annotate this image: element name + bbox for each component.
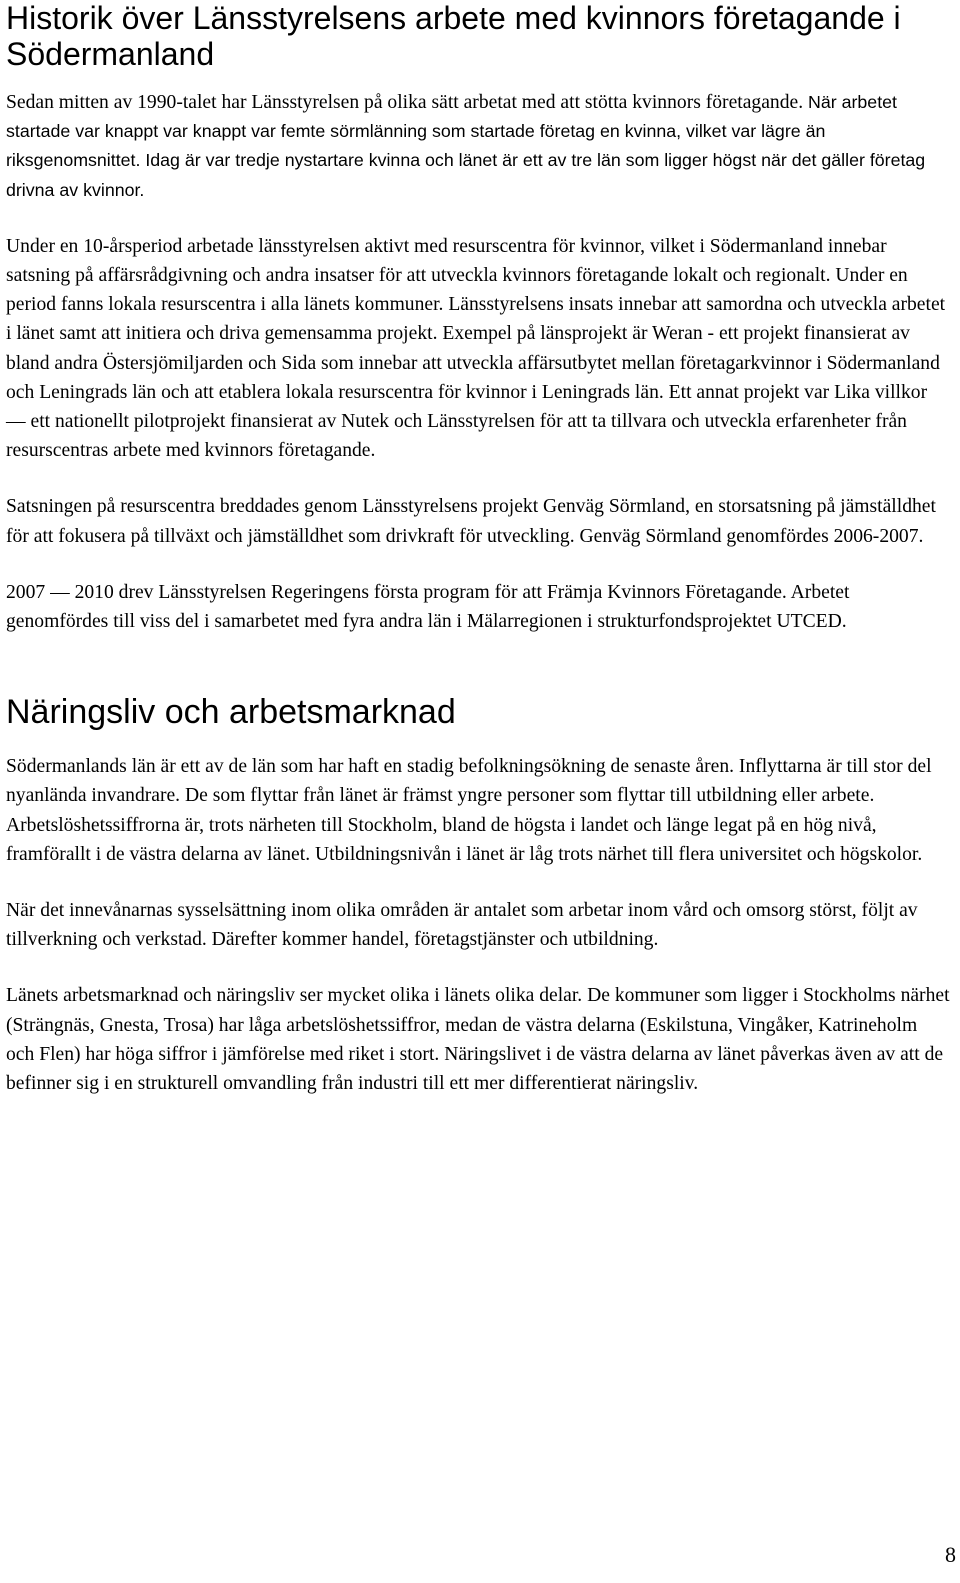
intro-text-sans: När arbetet startade var knappt var knappt var femte sörmlänning som startade företag en kvinna, vilket var lägre än riksgenomsnittet. Idag är var tredje nystartare kvinna och länet är ett av tre län som ligger högst när det gäller företag drivna av kvinnor. (6, 92, 926, 200)
section-title-naringsliv: Näringsliv och arbetsmarknad (6, 693, 456, 732)
section-title-history: Historik över Länsstyrelsens arbete med kvinnors företagande i Södermanland (6, 0, 901, 72)
document-page (6, 0, 950, 1125)
paragraph-befolkning: Södermanlands län är ett av de län som har haft en stadig befolkningsökning de senaste åren. Inflyttarna är till stor del nyanlända invandrare. De som flyttar från länet är främst yngre personer som flyttar till utbildning eller arbete. Arbetslöshetssiffrorna är, trots närheten till Stockholm, bland de högsta i landet och länge legat på en hög nivå, framförallt i de västra delarna av länet. Utbildningsnivån i länet är låg trots närhet till flera universitet och högskolor. (6, 756, 932, 865)
paragraph-resurscentra: Under en 10-årsperiod arbetade länsstyrelsen aktivt med resurscentra för kvinnor, vilket i Södermanland innebar satsning på affärsrådgivning och andra insatser för att utveckla kvinnors företagande lokalt och regionalt. Under en period fanns lokala resurscentra i alla länets kommuner. Länsstyrelsens insats innebar att samordna och utveckla arbetet i länet samt att initiera och driva gemensamma projekt. Exempel på länsprojekt är Weran - ett projekt finansierat av bland andra Östersjömiljarden och Sida som innebar att utveckla affärsutbytet mellan företagarkvinnor i Södermanland och Leningrads län och att etablera lokala resurscentra för kvinnor i Leningrads län. Ett annat projekt var Lika villkor — ett nationellt pilotprojekt finansierat av Nutek och Länsstyrelsen för att ta tillvara och utveckla erfarenheter från resurscentras arbete med kvinnors företagande. (6, 235, 946, 462)
paragraph-arbetsmarknad: Länets arbetsmarknad och näringsliv ser mycket olika i länets olika delar. De kommuner som ligger i Stockholms närhet (Strängnäs, Gnesta, Trosa) har låga arbetslöshetssiffror, medan de västra delarna (Eskilstuna, Vingåker, Katrineholm och Flen) har höga siffror i jämförelse med riket i stort. Näringslivet i de västra delarna av länet påverkas även av att de befinner sig i en strukturell omvandling från industri till ett mer differentierat näringsliv. (6, 985, 950, 1095)
intro-text-serif: Sedan mitten av 1990-talet har Länsstyrelsen på olika sätt arbetat med att stötta kvinnors företagande. (6, 92, 809, 113)
paragraph-genvag: Satsningen på resurscentra breddades genom Länsstyrelsens projekt Genväg Sörmland, en storsatsning på jämställdhet för att fokusera på tillväxt och jämställdhet som drivkraft för utveckling. Genväg Sörmland genomfördes 2006-2007. (6, 496, 936, 547)
paragraph-intro (6, 88, 950, 205)
paragraph-program: 2007 — 2010 drev Länsstyrelsen Regeringens första program för att Främja Kvinnors Företagande. Arbetet genomfördes till viss del i samarbetet med fyra andra län i Mälarregionen i strukturfondsprojektet UTCED. (6, 581, 850, 633)
page-number: 8 (945, 1542, 956, 1567)
paragraph-sysselsattning: När det innevånarnas sysselsättning inom olika områden är antalet som arbetar inom vård och omsorg störst, följt av tillverkning och verkstad. Därefter kommer handel, företagstjänster och utbildning. (6, 900, 918, 951)
